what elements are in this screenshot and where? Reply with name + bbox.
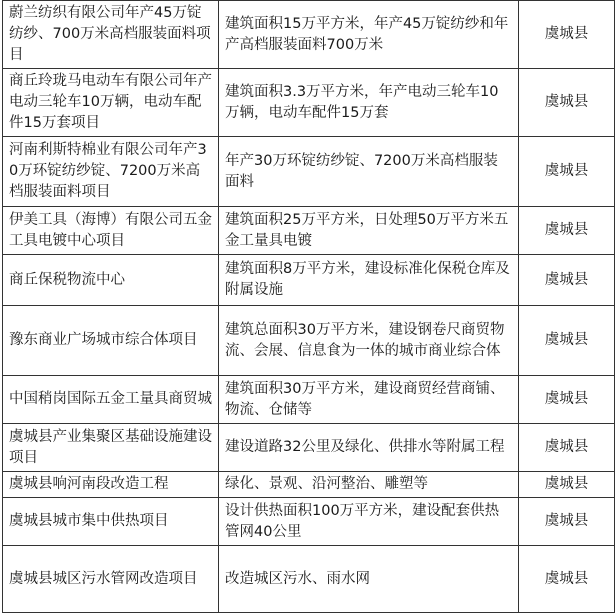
county-cell: 虞城县 xyxy=(519,137,615,207)
project-name-cell: 豫东商业广场城市综合体项目 xyxy=(3,306,219,376)
project-name-cell: 虞城县城区污水管网改造项目 xyxy=(3,546,219,613)
table-row xyxy=(3,472,615,498)
table-row xyxy=(3,1,615,69)
project-content-cell: 绿化、景观、沿河整治、雕塑等 xyxy=(219,472,519,498)
county-cell: 虞城县 xyxy=(519,69,615,137)
project-content-cell: 建筑面积3.3万平方米，年产电动三轮车10万辆，电动车配件15万套 xyxy=(219,69,519,137)
project-name-cell: 中国稍岗国际五金工量具商贸城 xyxy=(3,376,219,424)
project-name-cell: 商丘玲珑马电动车有限公司年产电动三轮车10万辆，电动车配件15万套项目 xyxy=(3,69,219,137)
table-row xyxy=(3,546,615,613)
project-content-cell: 建筑总面积30万平方米，建设钢卷尺商贸物流、会展、信息食为一体的城市商业综合体 xyxy=(219,306,519,376)
project-content-cell: 设计供热面积100万平方米，建设配套供热管网40公里 xyxy=(219,498,519,546)
project-name-cell: 虞城县产业集聚区基础设施建设项目 xyxy=(3,424,219,472)
table-row xyxy=(3,137,615,207)
table-row xyxy=(3,207,615,255)
county-cell: 虞城县 xyxy=(519,472,615,498)
project-name-cell: 河南利斯特棉业有限公司年产30万环锭纺纱锭、7200万米高档服装面料项目 xyxy=(3,137,219,207)
project-content-cell: 建筑面积25万平方米，日处理50万平方米五金工量具电镀 xyxy=(219,207,519,255)
county-cell: 虞城县 xyxy=(519,376,615,424)
project-content-cell: 建设道路32公里及绿化、供排水等附属工程 xyxy=(219,424,519,472)
project-content-cell: 建筑面积15万平方米，年产45万锭纺纱和年产高档服装面料700万米 xyxy=(219,1,519,69)
county-cell: 虞城县 xyxy=(519,498,615,546)
project-name-cell: 虞城县响河南段改造工程 xyxy=(3,472,219,498)
project-name-cell: 商丘保税物流中心 xyxy=(3,255,219,306)
county-cell: 虞城县 xyxy=(519,255,615,306)
project-name-cell: 虞城县城市集中供热项目 xyxy=(3,498,219,546)
project-name-cell: 蔚兰纺织有限公司年产45万锭纺纱、700万米高档服装面料项目 xyxy=(3,1,219,69)
county-cell: 虞城县 xyxy=(519,306,615,376)
project-content-cell: 建筑面积30万平方米，建设商贸经营商铺、物流、仓储等 xyxy=(219,376,519,424)
county-cell: 虞城县 xyxy=(519,207,615,255)
table-row xyxy=(3,306,615,376)
project-content-cell: 建筑面积8万平方米，建设标准化保税仓库及附属设施 xyxy=(219,255,519,306)
table-row xyxy=(3,376,615,424)
county-cell: 虞城县 xyxy=(519,1,615,69)
project-content-cell: 改造城区污水、雨水网 xyxy=(219,546,519,613)
table-row xyxy=(3,255,615,306)
project-name-cell: 伊美工具（海博）有限公司五金工具电镀中心项目 xyxy=(3,207,219,255)
county-cell: 虞城县 xyxy=(519,546,615,613)
table-row xyxy=(3,424,615,472)
project-table xyxy=(2,0,615,613)
county-cell: 虞城县 xyxy=(519,424,615,472)
table-row xyxy=(3,498,615,546)
table-row xyxy=(3,69,615,137)
project-content-cell: 年产30万环锭纺纱锭、7200万米高档服装面料 xyxy=(219,137,519,207)
